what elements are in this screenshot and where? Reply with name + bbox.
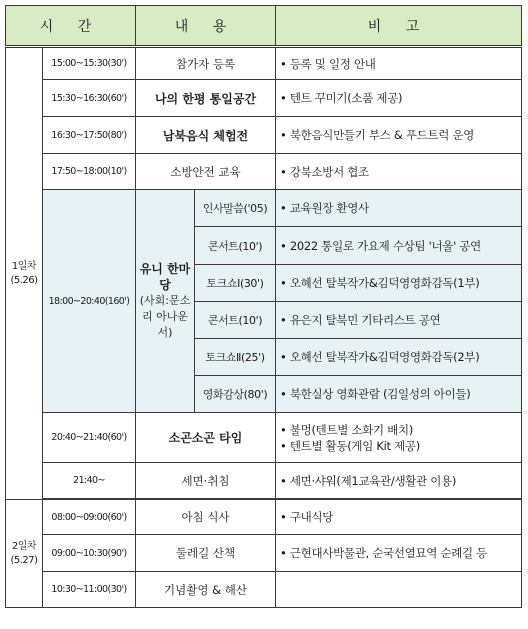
content-cell: 아침 식사 <box>136 500 276 535</box>
program-item: 인사말씀('05) <box>195 190 276 227</box>
program-item: 영화감상(80') <box>195 376 276 413</box>
table-row <box>6 463 522 499</box>
uni-title-cell <box>136 190 195 413</box>
note-cell <box>276 572 522 608</box>
uni-title: 유니 한마당 <box>139 262 191 292</box>
note-cell <box>276 413 522 463</box>
time-cell: 08:00~09:00(60') <box>43 500 136 535</box>
table-row <box>6 80 522 117</box>
note-cell: • 등록 및 일정 안내 <box>276 47 522 80</box>
header-time: 시 간 <box>6 6 136 47</box>
content-cell: 참가자 등록 <box>136 47 276 80</box>
uni-subtitle: (사회:문소리 아나운서) <box>139 294 191 339</box>
note-cell: • 오혜선 탈북작가&김덕영영화감독(2부) <box>276 339 522 376</box>
header-content: 내 용 <box>136 6 276 47</box>
day2-cell <box>6 500 43 608</box>
program-item: 토크쇼Ⅱ(25') <box>195 339 276 376</box>
note-cell: • 세면·샤워(제1교육관/생활관 이용) <box>276 463 522 499</box>
table-row <box>6 500 522 535</box>
time-cell: 16:30~17:50(80') <box>43 117 136 154</box>
table-row <box>6 117 522 154</box>
table-row <box>6 413 522 463</box>
note-cell: • 강북소방서 협조 <box>276 154 522 190</box>
content-cell: 나의 한평 통일공간 <box>136 80 276 117</box>
table-row <box>6 572 522 608</box>
schedule-table <box>5 5 522 608</box>
day1-label: 1일차 <box>11 260 37 272</box>
content-cell: 세면·취침 <box>136 463 276 499</box>
note-cell: • 근현대사박물관, 순국선열묘역 순례길 등 <box>276 535 522 572</box>
note-cell: • 북한음식만들기 부스 & 푸드트럭 운영 <box>276 117 522 154</box>
table-row <box>6 154 522 190</box>
time-cell: 10:30~11:00(30') <box>43 572 136 608</box>
note-cell: • 구내식당 <box>276 500 522 535</box>
uni-time-cell: 18:00~20:40(160') <box>43 190 136 413</box>
time-cell: 17:50~18:00(10') <box>43 154 136 190</box>
day2-label: 2일차 <box>11 540 37 552</box>
note-cell: • 유은지 탈북민 기타리스트 공연 <box>276 302 522 339</box>
note-cell: • 교육원장 환영사 <box>276 190 522 227</box>
note-line: • 불멍(텐트별 소화기 배치) <box>280 422 414 437</box>
content-cell: 소곤소곤 타임 <box>136 413 276 463</box>
note-cell: • 북한실상 영화관람 (김일성의 아이들) <box>276 376 522 413</box>
program-item: 토크쇼Ⅰ(30') <box>195 265 276 302</box>
day1-cell <box>6 47 43 500</box>
time-cell: 15:00~15:30(30') <box>43 47 136 80</box>
day1-date: (5.26) <box>10 274 38 286</box>
program-item: 콘서트(10') <box>195 302 276 339</box>
content-cell: 소방안전 교육 <box>136 154 276 190</box>
day2-date: (5.27) <box>10 554 38 566</box>
time-cell: 09:00~10:30(90') <box>43 535 136 572</box>
header-note: 비 고 <box>276 6 522 47</box>
program-item: 콘서트(10') <box>195 227 276 265</box>
time-cell: 21:40~ <box>43 463 136 499</box>
note-cell: • 오혜선 탈북작가&김덕영영화감독(1부) <box>276 265 522 302</box>
content-cell: 남북음식 체험전 <box>136 117 276 154</box>
content-cell: 기념촬영 & 해산 <box>136 572 276 608</box>
header-row <box>6 6 522 47</box>
time-cell: 15:30~16:30(60') <box>43 80 136 117</box>
table-row <box>6 535 522 572</box>
note-line: • 텐트별 활동(게임 Kit 제공) <box>280 438 420 453</box>
content-cell: 둘레길 산책 <box>136 535 276 572</box>
table-row <box>6 190 522 227</box>
table-row <box>6 47 522 80</box>
time-cell: 20:40~21:40(60') <box>43 413 136 463</box>
note-cell: • 텐트 꾸미기(소품 제공) <box>276 80 522 117</box>
note-cell: • 2022 통일로 가요제 수상팀 '너울' 공연 <box>276 227 522 265</box>
